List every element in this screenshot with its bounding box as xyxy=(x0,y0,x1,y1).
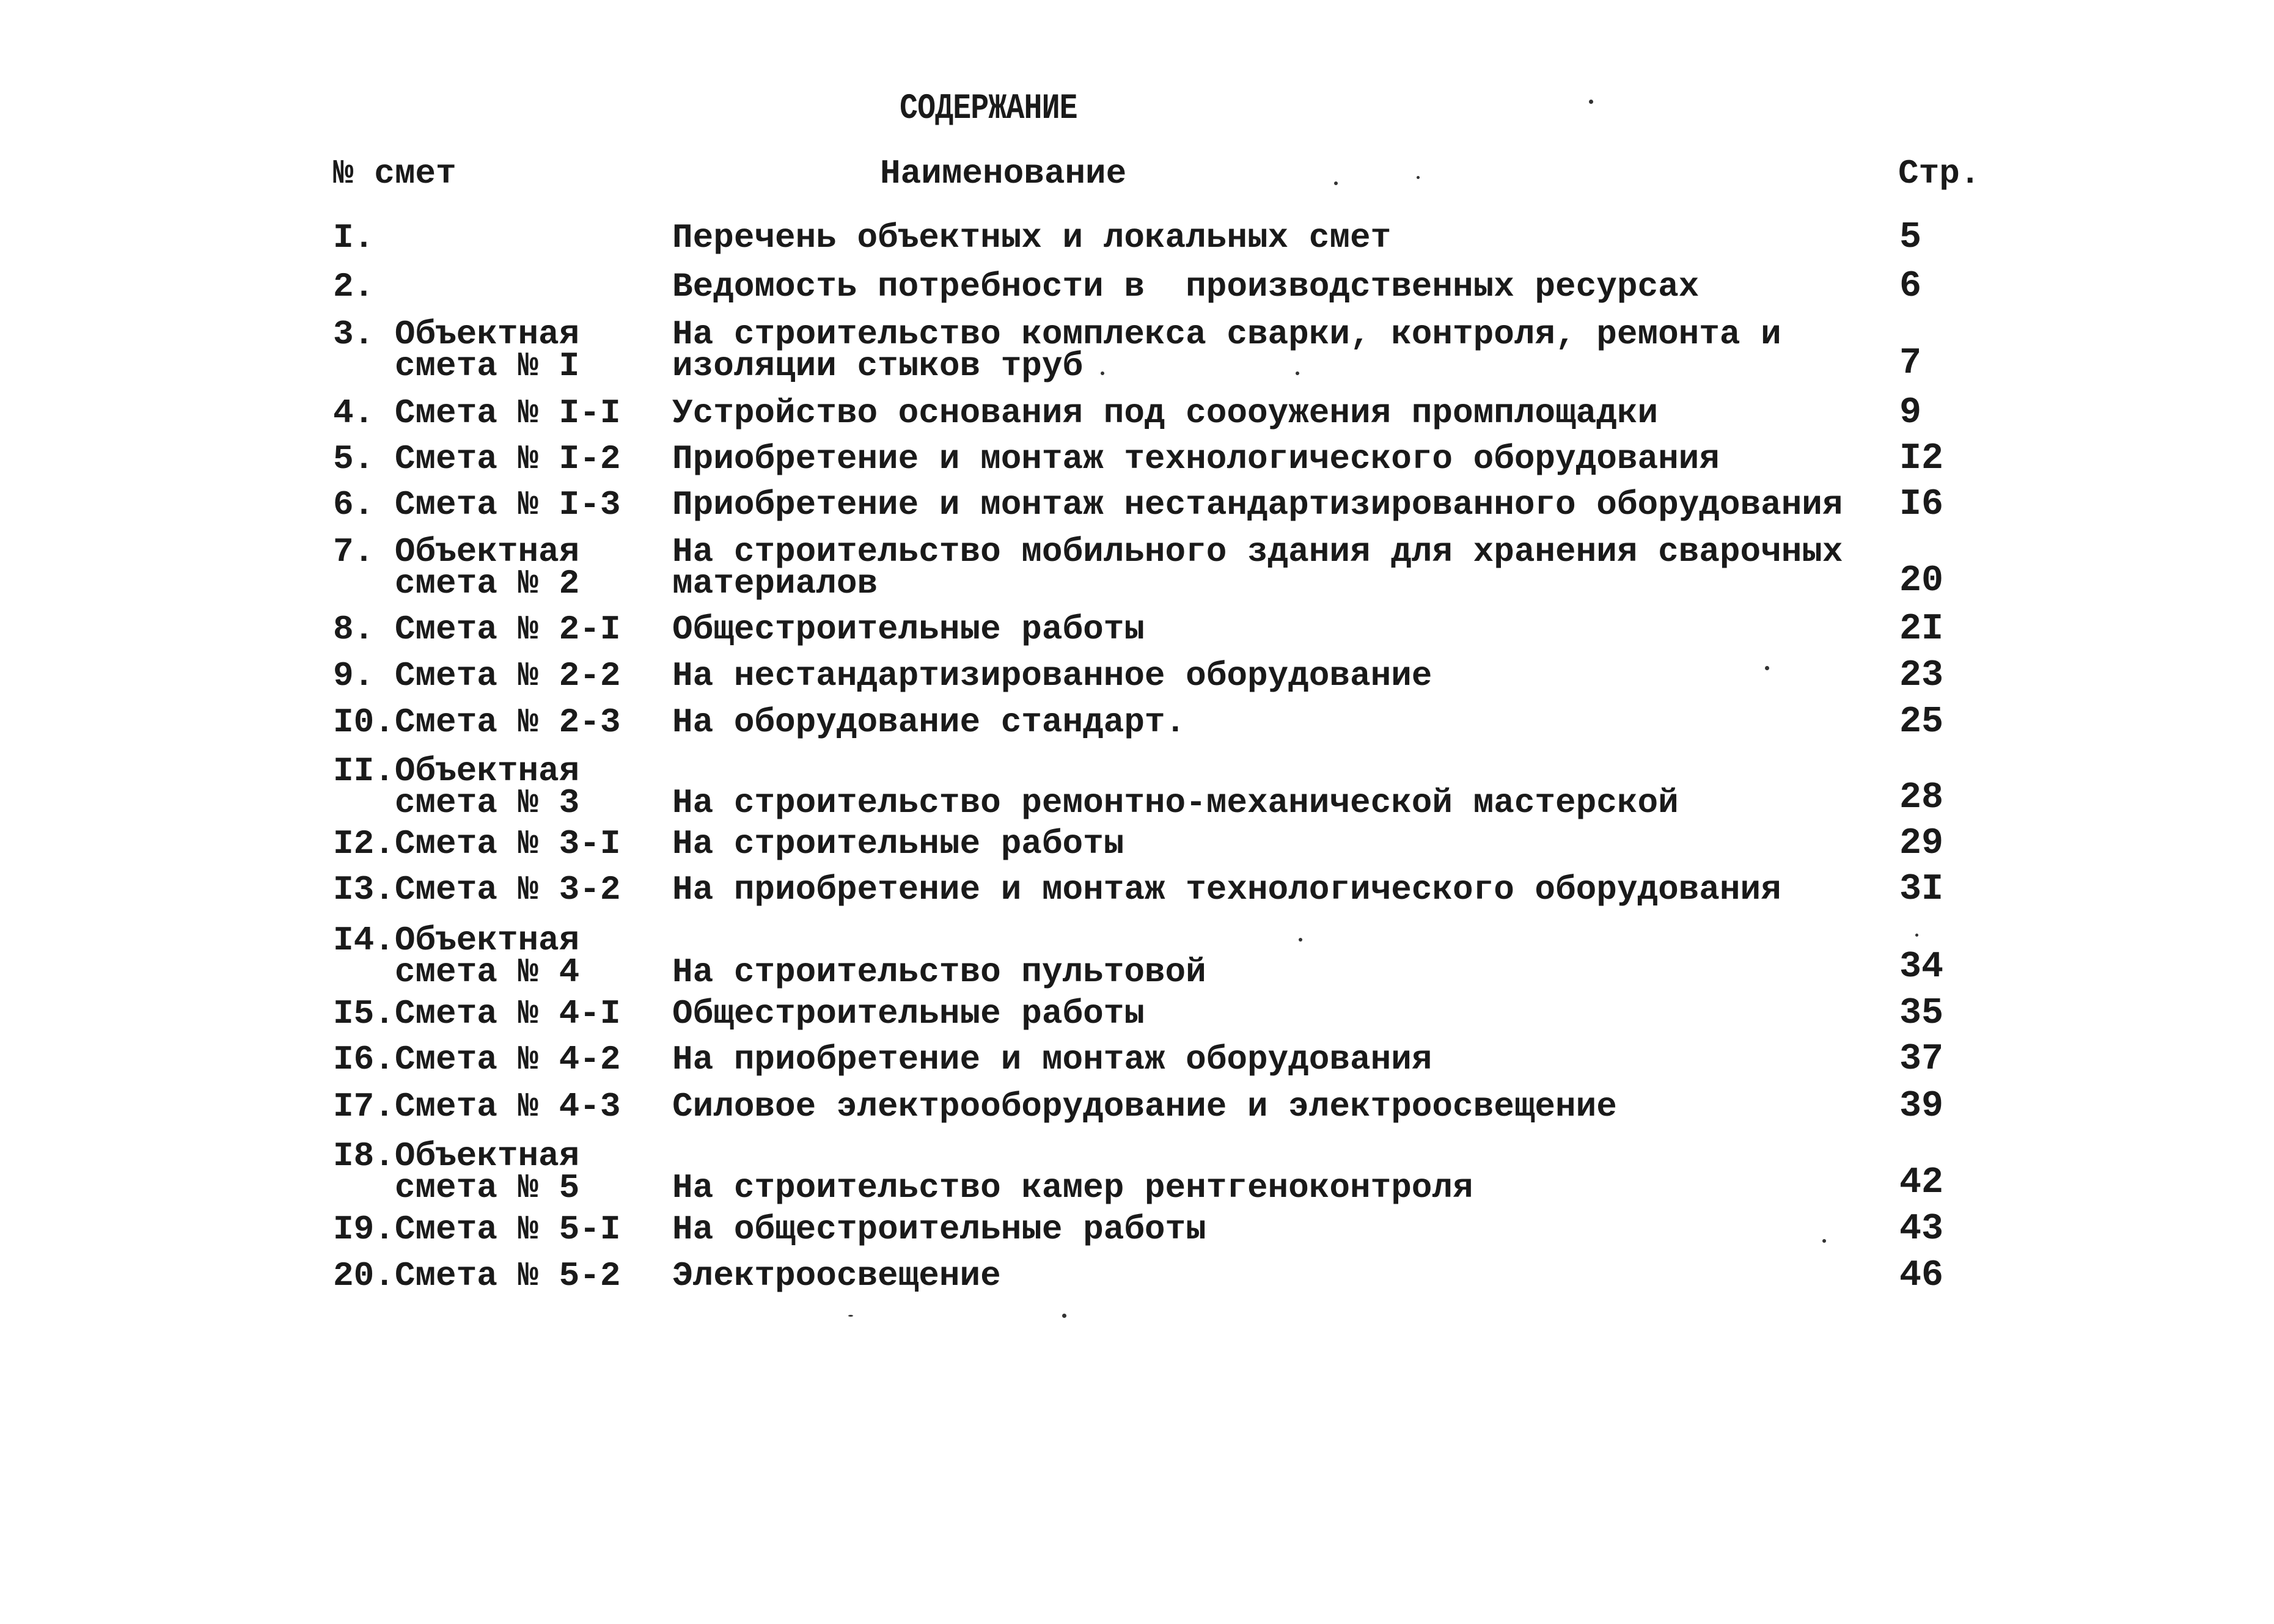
row-name: На приобретение и монтаж оборудования xyxy=(672,1040,1432,1079)
row-name: Общестроительные работы xyxy=(672,994,1145,1033)
table-header xyxy=(0,154,2274,197)
row-name: На приобретение и монтаж технологического оборудования xyxy=(672,870,1781,909)
row-page: 25 xyxy=(1899,701,1944,743)
row-number: I7.Смета № 4-3 xyxy=(333,1087,621,1126)
scan-speck xyxy=(1589,100,1593,104)
row-page: 46 xyxy=(1899,1255,1944,1297)
row-page: 42 xyxy=(1899,1162,1944,1204)
scan-speck xyxy=(1062,1314,1066,1318)
row-number: 8. Смета № 2-I xyxy=(333,610,621,649)
row-page: I6 xyxy=(1899,484,1944,525)
row-name: Общестроительные работы xyxy=(672,610,1145,649)
scan-speck xyxy=(1299,938,1302,942)
row-number: 3. Объектная смета № I xyxy=(333,315,580,386)
row-name: Ведомость потребности в производственных ресурсах xyxy=(672,267,1700,306)
row-number: I5.Смета № 4-I xyxy=(333,994,621,1033)
scan-speck xyxy=(1915,934,1918,937)
scan-speck xyxy=(848,1315,853,1317)
scan-speck xyxy=(1296,371,1299,375)
row-number: 20.Смета № 5-2 xyxy=(333,1256,621,1295)
row-name: Силовое электрооборудование и электроосвещение xyxy=(672,1087,1617,1126)
scan-speck xyxy=(1822,1239,1826,1243)
row-page: 9 xyxy=(1899,392,1922,434)
row-name: Приобретение и монтаж технологического оборудования xyxy=(672,439,1720,478)
row-number: 5. Смета № I-2 xyxy=(333,439,621,478)
row-number: 9. Смета № 2-2 xyxy=(333,656,621,695)
row-number: 2. xyxy=(333,267,375,306)
row-page: 3I xyxy=(1899,869,1944,910)
row-page: 37 xyxy=(1899,1039,1944,1080)
document-title: СОДЕРЖАНИЕ xyxy=(900,89,1077,129)
row-page: 5 xyxy=(1899,217,1922,258)
row-page: 7 xyxy=(1899,343,1922,384)
row-name: На общестроительные работы xyxy=(672,1210,1206,1249)
row-page: 35 xyxy=(1899,993,1944,1034)
row-number: 6. Смета № I-3 xyxy=(333,485,621,524)
row-number: I9.Смета № 5-I xyxy=(333,1210,621,1249)
row-name: На строительство камер рентгеноконтроля xyxy=(672,1168,1473,1207)
scan-speck xyxy=(1417,176,1420,179)
row-page: I2 xyxy=(1899,438,1944,480)
row-page: 29 xyxy=(1899,823,1944,865)
row-number: I8.Объектная смета № 5 xyxy=(333,1136,580,1207)
row-name: Электроосвещение xyxy=(672,1256,1001,1295)
row-number: I6.Смета № 4-2 xyxy=(333,1040,621,1079)
row-page: 28 xyxy=(1899,777,1944,819)
row-name: На строительство комплекса сварки, контроля, ремонта и изоляции стыков труб xyxy=(672,315,1781,386)
row-page: 2I xyxy=(1899,609,1944,650)
scan-speck xyxy=(1101,371,1104,375)
header-page: Стр. xyxy=(1898,154,1981,193)
row-name: На строительство ремонтно-механической мастерской xyxy=(672,783,1679,822)
row-number: 4. Смета № I-I xyxy=(333,393,621,433)
row-number: II.Объектная смета № 3 xyxy=(333,752,580,822)
scan-speck xyxy=(1765,666,1769,670)
row-page: 23 xyxy=(1899,655,1944,697)
row-page: 6 xyxy=(1899,266,1922,307)
row-number: I. xyxy=(333,218,375,257)
row-name: На нестандартизированное оборудование xyxy=(672,656,1432,695)
row-page: 20 xyxy=(1899,560,1944,602)
scan-speck xyxy=(1334,181,1338,185)
row-number: I3.Смета № 3-2 xyxy=(333,870,621,909)
row-name: На строительные работы xyxy=(672,824,1124,863)
row-number: 7. Объектная смета № 2 xyxy=(333,532,580,603)
row-number: I2.Смета № 3-I xyxy=(333,824,621,863)
row-page: 39 xyxy=(1899,1086,1944,1127)
row-page: 34 xyxy=(1899,946,1944,988)
row-number: I4.Объектная смета № 4 xyxy=(333,921,580,992)
row-name: На строительство пультовой xyxy=(672,953,1206,992)
row-name: На строительство мобильного здания для хранения сварочных материалов xyxy=(672,532,1843,603)
header-name: Наименование xyxy=(880,154,1127,193)
row-page: 43 xyxy=(1899,1209,1944,1250)
row-name: Приобретение и монтаж нестандартизированного оборудования xyxy=(672,485,1843,524)
row-number: I0.Смета № 2-3 xyxy=(333,703,621,742)
row-name: Устройство основания под соооужения промплощадки xyxy=(672,393,1659,433)
row-name: Перечень объектных и локальных смет xyxy=(672,218,1392,257)
row-name: На оборудование стандарт. xyxy=(672,703,1186,742)
header-number: № смет xyxy=(333,154,457,193)
